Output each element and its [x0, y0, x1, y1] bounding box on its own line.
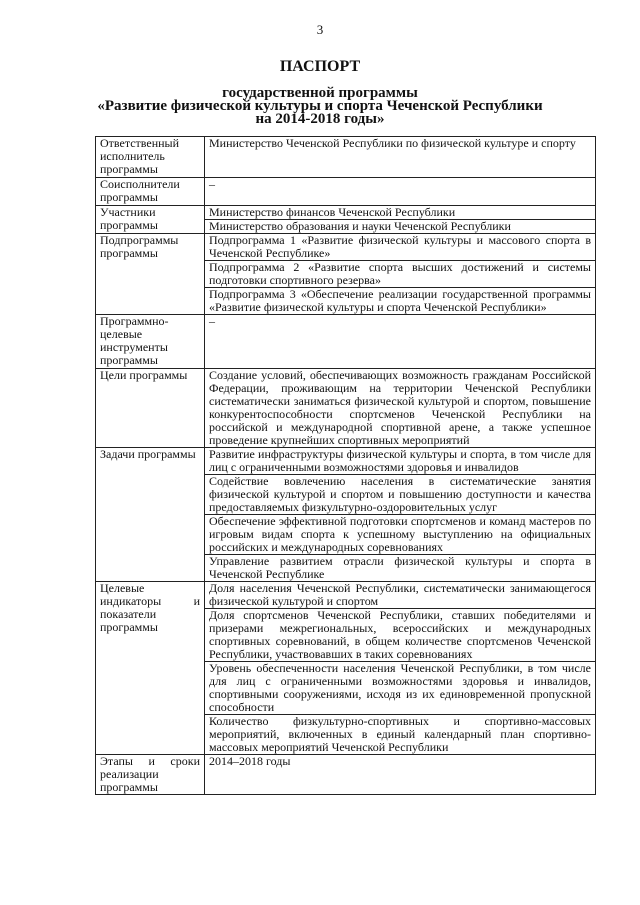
row-executor	[96, 137, 596, 178]
row-value: Доля населения Чеченской Республики, систематически занимающегося физической культурой и спортом	[205, 582, 596, 609]
document-subtitle-line-1: государственной программы	[222, 85, 418, 101]
row-value: Содействие вовлечению населения в систематические занятия физической культурой и спортом и повышению доступности и качества предоставляемых физкультурно-оздоровительных услуг	[205, 475, 596, 515]
row-label: Целевые индикаторы и показатели программы	[96, 582, 205, 755]
row-value: –	[205, 178, 596, 206]
row-instruments	[96, 315, 596, 369]
row-label: Задачи программы	[96, 448, 205, 582]
row-stages	[96, 755, 596, 795]
row-value: Создание условий, обеспечивающих возможность гражданам Российской Федерации, проживающим на территории Чеченской Республики систематически заниматься физической культурой и спортом, повышение конкурентоспособности спортсменов Чеченской Республики на российской и международной спортивной арене, а также успешное проведение крупнейших спортивных мероприятий	[205, 369, 596, 448]
row-value: Уровень обеспеченности населения Чеченской Республики, в том числе для лиц с ограниченными возможностями здоровья и инвалидов, спортивными сооружениями, исходя из их единовременной пропускной способности	[205, 662, 596, 715]
row-value: Министерство Чеченской Республики по физической культуре и спорту	[205, 137, 596, 178]
row-tasks-1	[96, 448, 596, 475]
row-label: Ответственный исполнитель программы	[96, 137, 205, 178]
row-label: Цели программы	[96, 369, 205, 448]
row-indicators-1	[96, 582, 596, 609]
row-value: Обеспечение эффективной подготовки спортсменов и команд мастеров по игровым видам спорта к успешному выступлению на официальных российских и международных соревнованиях	[205, 515, 596, 555]
row-value: Подпрограмма 2 «Развитие спорта высших достижений и системы подготовки спортивного резерва»	[205, 261, 596, 288]
row-value: Подпрограмма 1 «Развитие физической культуры и массового спорта в Чеченской Республике»	[205, 234, 596, 261]
document-title: ПАСПОРТ	[279, 58, 361, 75]
row-value: Развитие инфраструктуры физической культуры и спорта, в том числе для лиц с ограниченными возможностями здоровья и инвалидов	[205, 448, 596, 475]
document-subtitle-line-3: на 2014-2018 годы»	[255, 111, 385, 127]
row-value: Доля спортсменов Чеченской Республики, ставших победителями и призерами межрегиональных, всероссийских и международных спортивных соревнований, в общем количестве спортсменов Чеченской Республики, участвовавших в таких соревнованиях	[205, 609, 596, 662]
row-value: Управление развитием отрасли физической культуры и спорта в Чеченской Республике	[205, 555, 596, 582]
row-label: Подпрограммы программы	[96, 234, 205, 315]
row-value: –	[205, 315, 596, 369]
row-label: Соисполнители программы	[96, 178, 205, 206]
row-participants-1	[96, 206, 596, 220]
passport-table	[95, 136, 596, 795]
document-subtitle-line-2: «Развитие физической культуры и спорта Чеченской Республики	[97, 98, 543, 114]
row-value: Подпрограмма 3 «Обеспечение реализации государственной программы «Развитие физической культуры и спорта Чеченской Республики»	[205, 288, 596, 315]
page-number: 3	[316, 22, 324, 37]
row-label: Программно-целевые инструменты программы	[96, 315, 205, 369]
row-value: Министерство финансов Чеченской Республики	[205, 206, 596, 220]
row-coexecutors	[96, 178, 596, 206]
row-value: Количество физкультурно-спортивных и спортивно-массовых мероприятий, включенных в единый календарный план спортивно-массовых мероприятий Чеченской Республики	[205, 715, 596, 755]
row-goals	[96, 369, 596, 448]
document-heading	[0, 60, 640, 126]
row-label: Этапы и сроки реализации программы	[96, 755, 205, 795]
row-value: Министерство образования и науки Чеченской Республики	[205, 220, 596, 234]
row-subprograms-1	[96, 234, 596, 261]
row-label: Участники программы	[96, 206, 205, 234]
row-value: 2014–2018 годы	[205, 755, 596, 795]
